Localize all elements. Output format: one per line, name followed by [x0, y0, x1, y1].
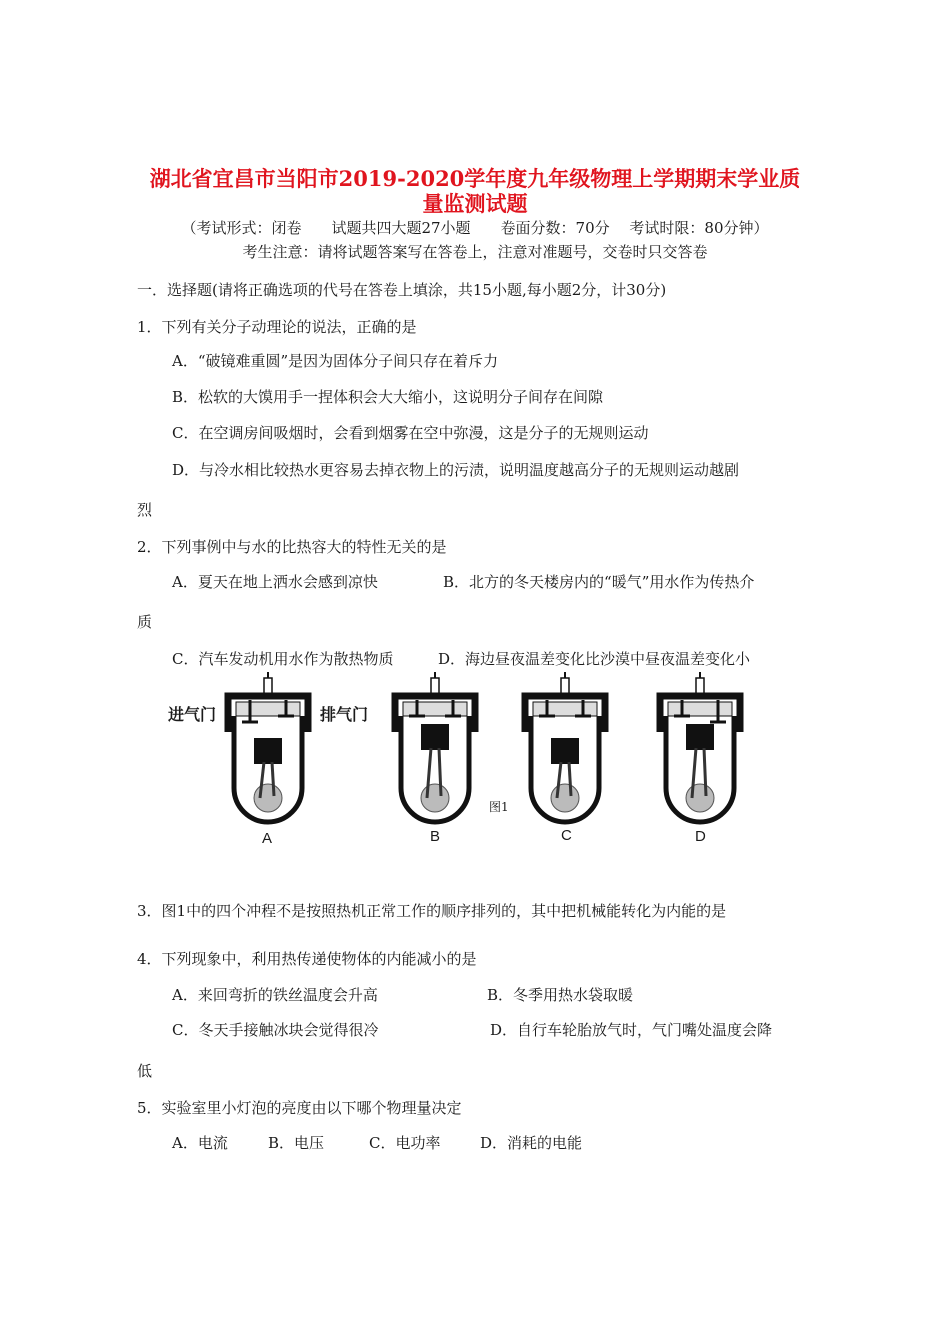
question-5-stem: 5．实验室里小灯泡的亮度由以下哪个物理量决定 — [137, 1099, 462, 1117]
engine-c-drawing — [525, 672, 605, 822]
question-2-option-a: A．夏天在地上洒水会感到凉快 — [172, 573, 378, 591]
intake-valve-label: 进气门 — [168, 707, 217, 724]
question-1-option-d: D．与冷水相比较热水更容易去掉衣物上的污渍，说明温度越高分子的无规则运动越剧 — [172, 461, 740, 479]
question-1-option-d-cont: 烈 — [137, 501, 153, 519]
engine-d-drawing — [660, 672, 740, 822]
question-1-option-c: C．在空调房间吸烟时，会看到烟雾在空中弥漫，这是分子的无规则运动 — [172, 424, 649, 442]
exhaust-valve-label: 排气门 — [320, 707, 369, 724]
engine-d-label: D — [695, 828, 706, 845]
question-4-stem: 4．下列现象中，利用热传递使物体的内能减小的是 — [137, 950, 477, 968]
question-2-option-d: D．海边昼夜温差变化比沙漠中昼夜温差变化小 — [438, 650, 751, 668]
engine-c-label: C — [561, 827, 572, 844]
question-1-stem: 1．下列有关分子动理论的说法，正确的是 — [137, 318, 417, 336]
question-5-option-b: B．电压 — [268, 1134, 325, 1152]
question-5-option-d: D．消耗的电能 — [480, 1134, 583, 1152]
question-2-stem: 2．下列事例中与水的比热容大的特性无关的是 — [137, 538, 447, 556]
engine-b-drawing — [395, 672, 475, 822]
question-4-option-d-cont: 低 — [137, 1062, 153, 1080]
engine-b-label: B — [430, 828, 441, 845]
question-1-option-b: B．松软的大馍用手一捏体积会大大缩小，这说明分子间存在间隙 — [172, 388, 604, 406]
question-4-option-b: B．冬季用热水袋取暖 — [487, 986, 634, 1004]
question-5-option-a: A．电流 — [172, 1134, 228, 1152]
question-2-option-c: C．汽车发动机用水作为散热物质 — [172, 650, 394, 668]
question-5-option-c: C．电功率 — [369, 1134, 441, 1152]
question-2-option-b: B．北方的冬天楼房内的“暖气”用水作为传热介 — [443, 573, 755, 591]
exam-info: （考试形式：闭卷 试题共四大题27小题 卷面分数：70分 考试时限：80分钟） — [181, 219, 769, 237]
figure-caption: 图1 — [489, 800, 509, 814]
page-title-line2: 量监测试题 — [422, 191, 528, 216]
section-heading: 一．选择题(请将正确选项的代号在答卷上填涂，共15小题,每小题2分，计30分) — [137, 281, 667, 299]
question-4-option-a: A．来回弯折的铁丝温度会升高 — [172, 986, 378, 1004]
question-3-stem: 3．图1中的四个冲程不是按照热机正常工作的顺序排列的，其中把机械能转化为内能的是 — [137, 902, 727, 920]
engine-strokes-diagram — [160, 670, 760, 865]
question-4-option-c: C．冬天手接触冰块会觉得很冷 — [172, 1021, 379, 1039]
question-4-option-d: D．自行车轮胎放气时，气门嘴处温度会降 — [490, 1021, 773, 1039]
engine-a-label: A — [262, 830, 273, 847]
figure-1 — [160, 670, 760, 865]
question-2-option-b-cont: 质 — [137, 613, 153, 631]
page-title-line1: 湖北省宜昌市当阳市2019-2020学年度九年级物理上学期期末学业质 — [149, 166, 801, 191]
student-notice: 考生注意：请将试题答案写在答卷上，注意对准题号，交卷时只交答卷 — [242, 243, 708, 261]
engine-a-drawing — [228, 672, 308, 822]
question-1-option-a: A．“破镜难重圆”是因为固体分子间只存在着斥力 — [172, 352, 499, 370]
